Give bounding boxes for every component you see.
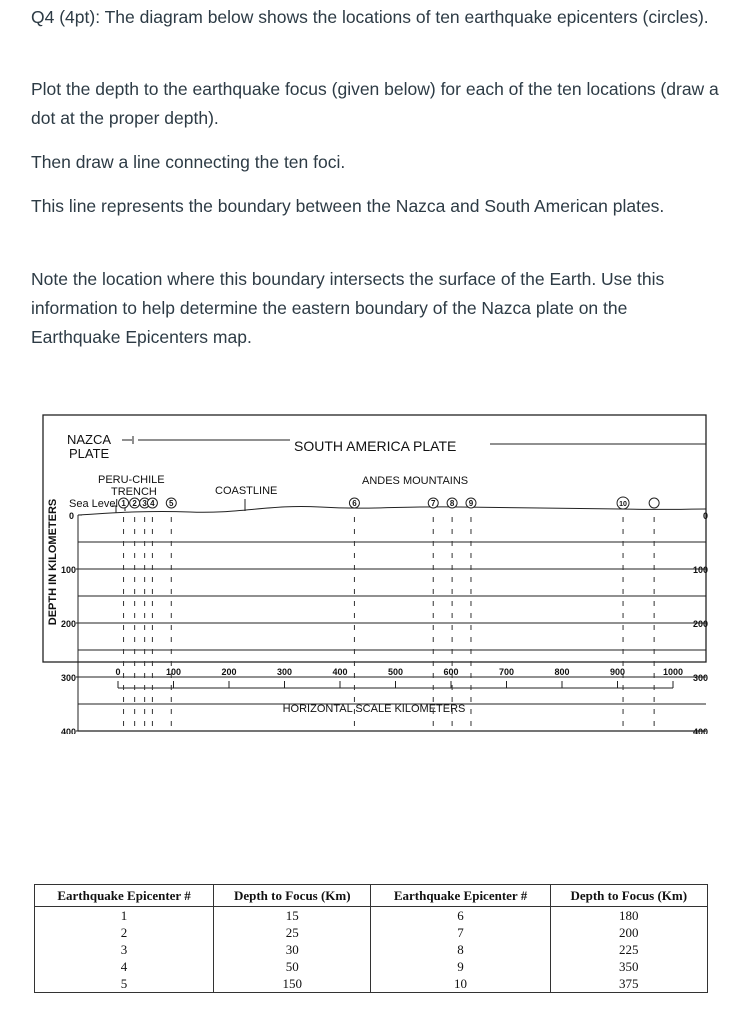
horizontal-tick-label: 300 — [276, 667, 293, 677]
epicenter-number: 1 — [121, 499, 126, 508]
instruction-line: Then draw a line connecting the ten foci. — [31, 152, 346, 172]
table-cell: 50 — [214, 958, 371, 975]
depth-tick-label-right: 300 — [692, 673, 708, 683]
y-axis-label: DEPTH IN KILOMETERS — [47, 498, 59, 626]
x-axis-label: HORIZONTAL SCALE KILOMETERS — [282, 703, 466, 715]
depth-tick-label: 300 — [60, 673, 76, 683]
horizontal-tick-label: 1000 — [662, 667, 684, 677]
table-cell: 9 — [371, 958, 550, 975]
table-header-cell: Depth to Focus (Km) — [214, 885, 371, 907]
nazca-plate-label: NAZCA — [67, 432, 112, 447]
question-intro: Q4 (4pt): The diagram below shows the locations of ten earthquake epicenters (circles). — [31, 7, 709, 27]
instruction-boundary: This line represents the boundary between the Nazca and South American plates. — [31, 196, 665, 216]
instruction-plot: Plot the depth to the earthquake focus (given below) for each of the ten locations (draw a dot at the proper depth). — [31, 79, 719, 128]
horizontal-tick-label: 800 — [554, 667, 570, 677]
instruction-note: Note the location where this boundary intersects the surface of the Earth. Use this information to help determine the eastern boundary of the Nazca plate on the Earthquake Epicenters map. — [31, 269, 665, 347]
epicenter-number: 4 — [150, 499, 155, 508]
horizontal-tick-label: 100 — [165, 667, 182, 677]
horizontal-tick-label: 900 — [609, 667, 626, 677]
depth-tick-label: 100 — [60, 565, 76, 575]
table-cell: 6 — [371, 907, 550, 925]
table-cell: 1 — [35, 907, 214, 925]
horizontal-tick-label: 600 — [443, 667, 459, 677]
epicenter-number: 10 — [619, 501, 627, 508]
table-cell: 200 — [550, 924, 707, 941]
depth-tick-label-right: 200 — [692, 619, 708, 629]
epicenter-number: 3 — [142, 499, 147, 508]
depth-table — [34, 884, 708, 993]
epicenter-number: 2 — [132, 499, 137, 508]
epicenter-number: 9 — [468, 499, 474, 508]
table-header-cell: Earthquake Epicenter # — [371, 885, 550, 907]
table-header-cell: Depth to Focus (Km) — [550, 885, 707, 907]
trench-label: PERU-CHILE — [98, 474, 165, 486]
table-row — [35, 975, 708, 993]
depth-tick-label: 200 — [60, 619, 76, 629]
south-america-plate-label: SOUTH AMERICA PLATE — [294, 438, 457, 454]
horizontal-tick-label: 500 — [387, 667, 404, 677]
table-cell: 10 — [371, 975, 550, 993]
table-row — [35, 941, 708, 958]
epicenter-circle — [649, 498, 659, 508]
table-row — [35, 924, 708, 941]
depth-table-container — [34, 884, 708, 993]
table-cell: 350 — [550, 958, 707, 975]
table-cell: 180 — [550, 907, 707, 925]
table-cell: 3 — [35, 941, 214, 958]
cross-section-diagram[interactable] — [40, 412, 710, 734]
depth-tick-label-right: 100 — [692, 565, 708, 575]
depth-tick-label: 400 — [60, 727, 76, 734]
depth-tick-label-right: 0 — [702, 511, 708, 521]
table-cell: 15 — [214, 907, 371, 925]
table-header-cell: Earthquake Epicenter # — [35, 885, 214, 907]
table-cell: 7 — [371, 924, 550, 941]
table-header-row — [35, 885, 708, 907]
table-cell: 2 — [35, 924, 214, 941]
horizontal-tick-label: 200 — [221, 667, 237, 677]
depth-tick-label: 0 — [68, 511, 74, 521]
andes-label: ANDES MOUNTAINS — [362, 475, 469, 487]
table-row — [35, 958, 708, 975]
horizontal-tick-label: 700 — [498, 667, 515, 677]
table-cell: 4 — [35, 958, 214, 975]
table-cell: 8 — [371, 941, 550, 958]
table-cell: 25 — [214, 924, 371, 941]
trench-label-2: TRENCH — [111, 486, 157, 498]
horizontal-tick-label: 400 — [332, 667, 348, 677]
table-cell: 150 — [214, 975, 371, 993]
coastline-label: COASTLINE — [215, 485, 278, 497]
table-row — [35, 907, 708, 925]
table-body — [35, 907, 708, 993]
sea-level-label: Sea Level — [69, 498, 118, 510]
table-cell: 30 — [214, 941, 371, 958]
epicenter-number: 6 — [352, 499, 357, 508]
epicenter-number: 8 — [449, 499, 455, 508]
depth-tick-label-right: 400 — [692, 727, 708, 734]
table-cell: 225 — [550, 941, 707, 958]
table-cell: 375 — [550, 975, 707, 993]
epicenter-number: 7 — [431, 499, 436, 508]
nazca-plate-label-2: PLATE — [69, 446, 110, 461]
horizontal-tick-label: 0 — [115, 667, 121, 677]
table-cell: 5 — [35, 975, 214, 993]
epicenter-number: 5 — [169, 499, 174, 508]
